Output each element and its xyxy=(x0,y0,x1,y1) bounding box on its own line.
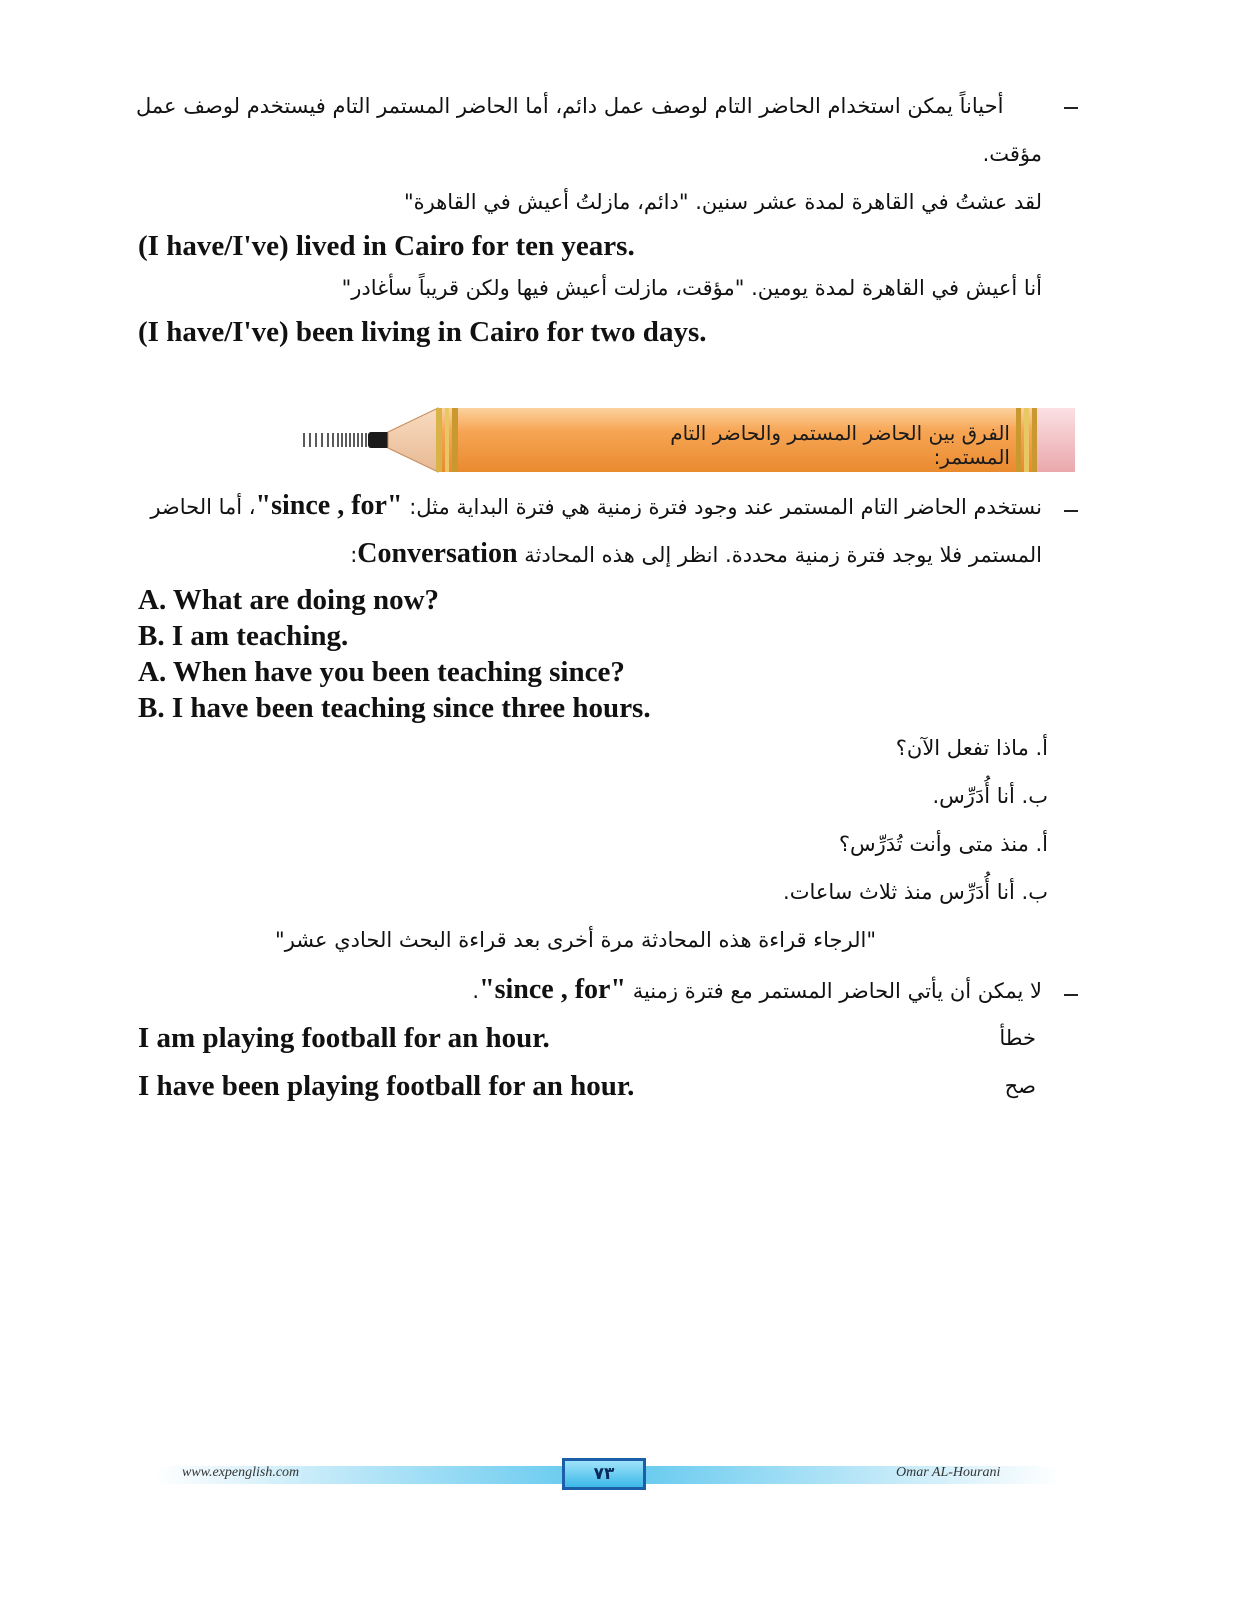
paragraph-text: لا يمكن أن يأتي الحاضر المستمر مع فترة زمنية xyxy=(632,979,1042,1003)
paragraph-text: . xyxy=(472,979,480,1003)
page-number-box xyxy=(562,1458,646,1490)
inline-english: "since , for" xyxy=(479,974,627,1005)
conversation-line-ar: ب. أنا أُدَرِّس. xyxy=(932,784,1048,808)
paragraph-text: : xyxy=(350,543,358,567)
paragraph-text: نستخدم الحاضر التام المستمر عند وجود فترة زمنية هي فترة البداية مثل: xyxy=(409,495,1042,519)
conversation-line-en: B. I have been teaching since three hours. xyxy=(138,692,651,724)
conversation-line-en: B. I am teaching. xyxy=(138,620,349,652)
wrong-example: I am playing football for an hour. xyxy=(138,1022,550,1054)
reading-note: "الرجاء قراءة هذه المحادثة مرة أخرى بعد قراءة البحث الحادي عشر" xyxy=(275,928,876,952)
example-arabic: لقد عشتُ في القاهرة لمدة عشر سنين. "دائم، مازلتُ أعيش في القاهرة" xyxy=(403,190,1042,214)
paragraph-line xyxy=(472,974,1042,1006)
example-english: (I have/I've) lived in Cairo for ten years. xyxy=(138,230,635,262)
example-english: (I have/I've) been living in Cairo for two days. xyxy=(138,316,707,348)
bullet-dash xyxy=(1064,107,1078,109)
bullet-dash xyxy=(1064,994,1078,996)
conversation-line-ar: ب. أنا أُدَرِّس منذ ثلاث ساعات. xyxy=(783,880,1048,904)
inline-english: Conversation xyxy=(357,538,518,569)
graphite-lines xyxy=(304,433,366,447)
example-arabic: أنا أعيش في القاهرة لمدة يومين. "مؤقت، مازلت أعيش فيها ولكن قريباً سأغادر" xyxy=(341,276,1042,300)
paragraph-line xyxy=(350,538,1042,570)
wrong-label: خطأ xyxy=(999,1026,1036,1050)
paragraph-line: مؤقت. xyxy=(982,142,1042,166)
paragraph-text: المستمر فلا يوجد فترة زمنية محددة. انظر إلى هذه المحادثة xyxy=(524,543,1042,567)
page-number: ٧٣ xyxy=(593,1464,615,1484)
conversation-line-ar: أ. ماذا تفعل الآن؟ xyxy=(895,736,1048,760)
paragraph-line xyxy=(136,94,1042,118)
conversation-line-ar: أ. منذ متى وأنت تُدَرِّس؟ xyxy=(838,832,1048,856)
inline-english: "since , for" xyxy=(255,490,403,521)
footer-author: Omar AL-Hourani xyxy=(896,1465,1001,1480)
bullet-dash xyxy=(1064,510,1078,512)
paragraph-line xyxy=(136,490,1042,522)
conversation-line-en: A. When have you been teaching since? xyxy=(138,656,625,688)
paragraph-text: ، أما الحاضر xyxy=(150,495,256,519)
footer-url: www.expenglish.com xyxy=(182,1465,300,1480)
banner-title: الفرق بين الحاضر المستمر والحاضر التام المستمر: xyxy=(670,421,1010,469)
correct-label: صح xyxy=(1004,1074,1036,1098)
paragraph-text: أحياناً يمكن استخدام الحاضر التام لوصف عمل دائم، أما الحاضر المستمر التام فيستخدم لوصف عمل xyxy=(136,94,1004,118)
conversation-line-en: A. What are doing now? xyxy=(138,584,440,616)
correct-example: I have been playing football for an hour. xyxy=(138,1070,635,1102)
